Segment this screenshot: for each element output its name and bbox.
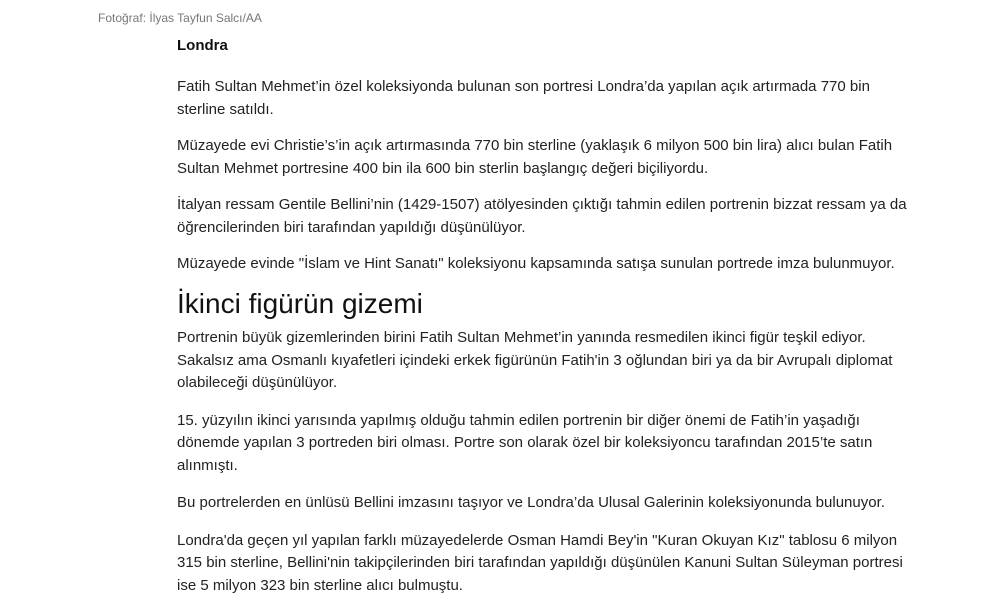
article-paragraph: Londra'da geçen yıl yapılan farklı müzayedelerde Osman Hamdi Bey'in "Kuran Okuyan Kız" tablosu 6 milyon 315 bin sterline, Bellini'nin takipçilerinden biri tarafından yapıldığı düşünülen Kanuni Sultan Süleyman portresi ise 5 milyon 323 bin sterline alıcı bulmuştu. <box>177 531 903 594</box>
article-paragraph: Bu portrelerden en ünlüsü Bellini imzasını taşıyor ve Londra’da Ulusal Galerinin koleksiyonunda bulunuyor. <box>177 494 885 511</box>
article-paragraph: Müzayede evi Christie’s’in açık artırmasında 770 bin sterline (yaklaşık 6 milyon 500 bin lira) alıcı bulan Fatih Sultan Mehmet portresine 400 bin ila 600 bin sterlin başlangıç değeri biçiliyordu. <box>177 137 893 177</box>
article-paragraph: Portrenin büyük gizemlerinden birini Fatih Sultan Mehmet’in yanında resmedilen ikinci figür teşkil ediyor. Sakalsız ama Osmanlı kıyafetleri içindeki erkek figürünün Fatih'in 3 oğlundan biri ya da bir Avrupalı diplomat olabileceği düşünülüyor. <box>177 329 893 391</box>
article-intro <box>177 36 922 290</box>
article-paragraph: Fatih Sultan Mehmet’in özel koleksiyonda bulunan son portresi Londra’da yapılan açık artırmada 770 bin sterline satıldı. <box>177 78 870 118</box>
article-paragraph: İtalyan ressam Gentile Bellini’nin (1429-1507) atölyesinden çıktığı tahmin edilen portrenin bizzat ressam ya da öğrencilerinden biri tarafından yapıldığı düşünülüyor. <box>177 196 907 236</box>
article-section <box>177 327 922 612</box>
article-paragraph: 15. yüzyılın ikinci yarısında yapılmış olduğu tahmin edilen portrenin bir diğer önemi de Fatih’in yaşadığı dönemde yapılan 3 portreden biri olması. Portre son olarak özel bir koleksiyoncu tarafından 2015’te satın alınmıştı. <box>177 411 873 474</box>
photo-credit: Fotoğraf: İlyas Tayfun Salcı/AA <box>98 11 262 25</box>
article-paragraph: Müzayede evinde "İslam ve Hint Sanatı" koleksiyonu kapsamında satışa sunulan portrede imza bulunmuyor. <box>177 255 895 272</box>
section-heading: İkinci figürün gizemi <box>177 288 423 319</box>
dateline: Londra <box>177 37 228 54</box>
